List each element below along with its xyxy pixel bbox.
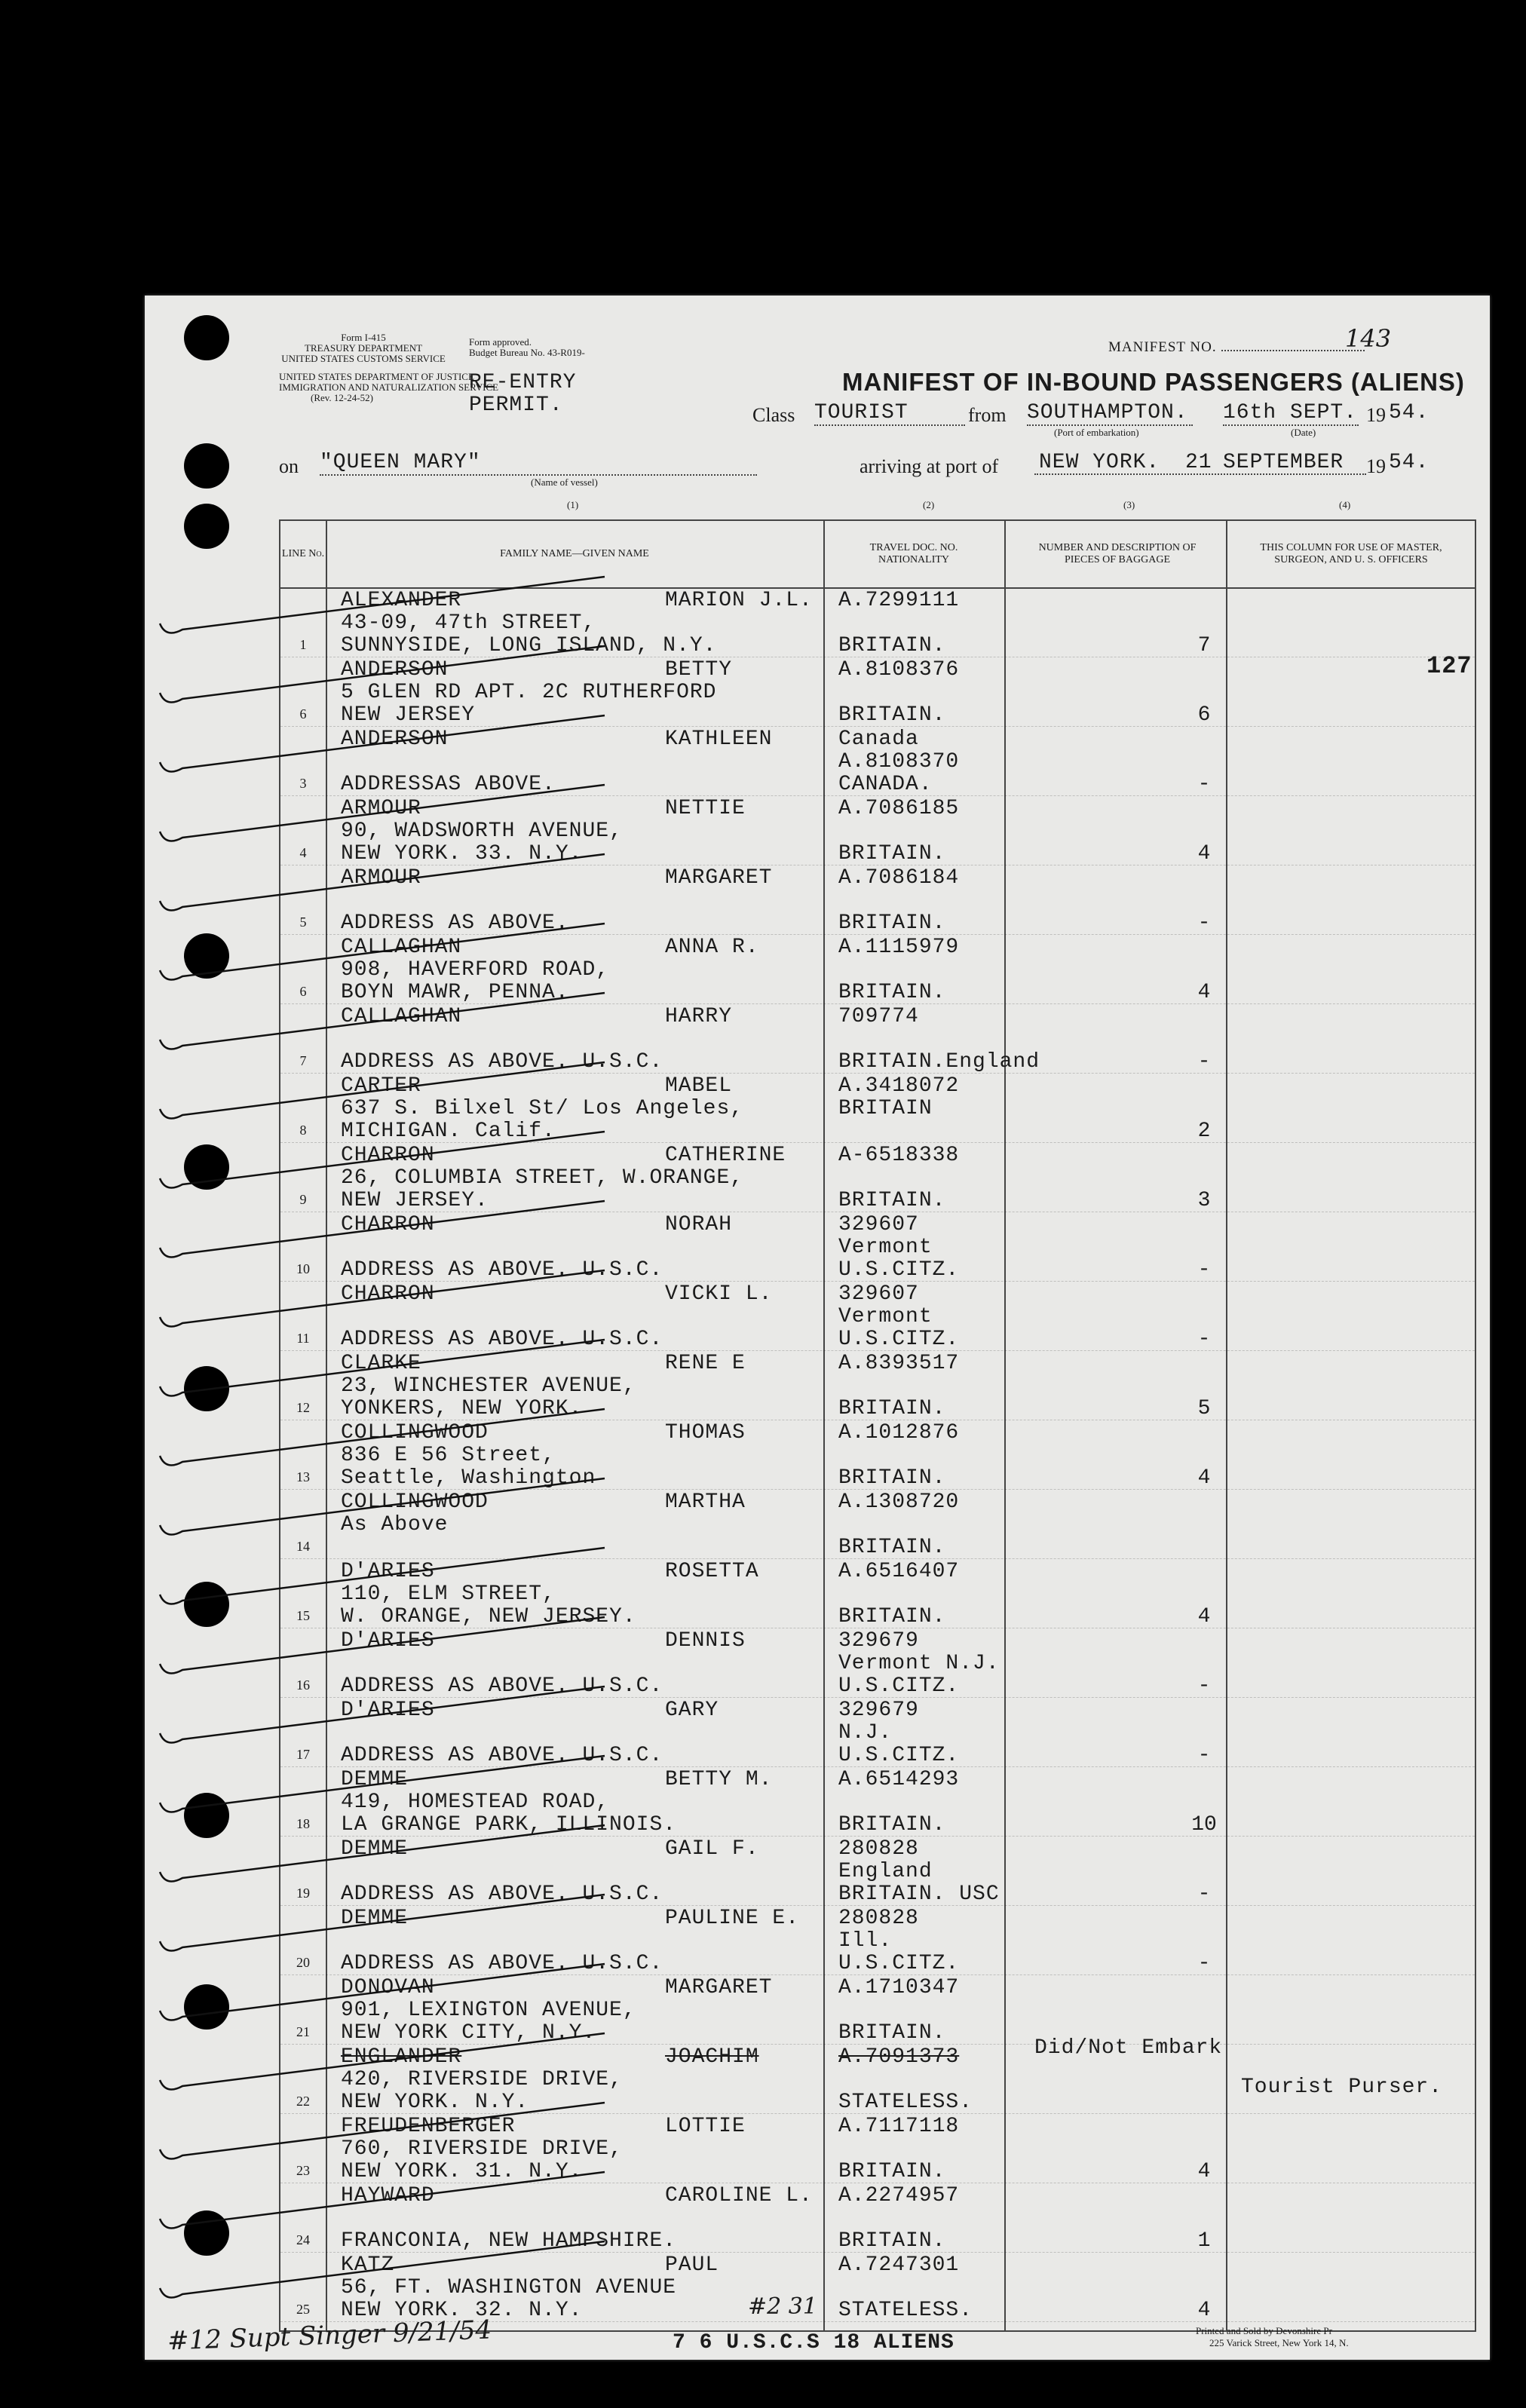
family-name: ARMOUR bbox=[341, 797, 421, 820]
address-line-1: 90, WADSWORTH AVENUE, bbox=[341, 820, 623, 843]
nationality: BRITAIN. bbox=[838, 911, 946, 935]
justice-label: UNITED STATES DEPARTMENT OF JUSTICE bbox=[279, 371, 474, 382]
baggage-count: 4 bbox=[1197, 2160, 1211, 2183]
address-line-2: ADDRESS AS ABOVE. U.S.C. bbox=[341, 1952, 663, 1975]
given-name: THOMAS bbox=[665, 1421, 746, 1444]
line-number: 25 bbox=[296, 2302, 310, 2317]
printer-line-1: Printed and Sold by Devonshire Pr bbox=[1196, 2325, 1332, 2336]
travel-doc-number: A.7086184 bbox=[838, 866, 960, 890]
family-name: CALLAGHAN bbox=[341, 1005, 462, 1028]
address-line-2: ADDRESS AS ABOVE. U.S.C. bbox=[341, 1328, 663, 1351]
nationality: BRITAIN. bbox=[838, 981, 946, 1004]
line-number: 7 bbox=[299, 1053, 307, 1068]
given-name: VICKI L. bbox=[665, 1282, 773, 1306]
travel-doc-number: A.2274957 bbox=[838, 2184, 960, 2207]
given-name: MARION J.L. bbox=[665, 589, 813, 612]
check-mark bbox=[160, 1270, 605, 1327]
travel-doc-number: A.1012876 bbox=[838, 1421, 960, 1444]
line-number: 5 bbox=[299, 914, 307, 930]
line-number: 20 bbox=[296, 1955, 310, 1970]
travel-doc-number: A.7086185 bbox=[838, 797, 960, 820]
family-name: COLLINGWOOD bbox=[341, 1490, 489, 1514]
address-line-2: FRANCONIA, NEW HAMPSHIRE. bbox=[341, 2229, 677, 2253]
ins-label: IMMIGRATION AND NATURALIZATION SERVICE bbox=[279, 381, 499, 393]
travel-doc-number: 329607 bbox=[838, 1213, 919, 1236]
family-name: FREUDENBERGER bbox=[341, 2115, 516, 2138]
travel-doc-number: A.8393517 bbox=[838, 1352, 960, 1375]
address-line-1: 901, LEXINGTON AVENUE, bbox=[341, 1999, 636, 2022]
travel-doc-number: A.7091373 bbox=[838, 2045, 960, 2069]
baggage-count: - bbox=[1197, 1744, 1211, 1767]
family-name: HAYWARD bbox=[341, 2184, 435, 2207]
travel-doc-number: A.8108376 bbox=[838, 658, 960, 682]
family-name: COLLINGWOOD bbox=[341, 1421, 489, 1444]
check-mark bbox=[160, 1548, 605, 1604]
address-line-2: LA GRANGE PARK, ILLINOIS. bbox=[341, 1813, 677, 1837]
check-mark bbox=[160, 1201, 605, 1258]
check-mark bbox=[160, 715, 605, 772]
family-name: CHARRON bbox=[341, 1144, 435, 1167]
travel-doc-number: A.1308720 bbox=[838, 1490, 960, 1514]
address-line-1: 836 E 56 Street, bbox=[341, 1444, 556, 1467]
address-line-1: 420, RIVERSIDE DRIVE, bbox=[341, 2068, 623, 2091]
family-name: CARTER bbox=[341, 1074, 421, 1098]
check-mark bbox=[160, 646, 605, 703]
manifest-title: MANIFEST OF IN-BOUND PASSENGERS (ALIENS) bbox=[842, 368, 1465, 396]
customs-label: UNITED STATES CUSTOMS SERVICE bbox=[281, 353, 446, 364]
family-name: CHARRON bbox=[341, 1213, 435, 1236]
family-name: CALLAGHAN bbox=[341, 936, 462, 959]
address-line-1: 419, HOMESTEAD ROAD, bbox=[341, 1791, 610, 1814]
reentry-stamp: RE-ENTRY bbox=[469, 371, 577, 394]
check-mark bbox=[160, 1478, 605, 1535]
travel-doc-number: A.1115979 bbox=[838, 936, 960, 959]
family-name: ANDERSON bbox=[341, 658, 449, 682]
travel-doc-extra: N.J. bbox=[838, 1721, 893, 1745]
line-number: 6 bbox=[299, 984, 307, 999]
check-mark bbox=[160, 1062, 605, 1119]
nationality: U.S.CITZ. bbox=[838, 1952, 960, 1975]
baggage-count: 7 bbox=[1197, 634, 1211, 657]
check-mark bbox=[160, 785, 605, 841]
given-name: CAROLINE L. bbox=[665, 2184, 813, 2207]
check-mark bbox=[160, 1687, 605, 1743]
class-label: Class bbox=[752, 404, 795, 426]
travel-doc-extra: Vermont bbox=[838, 1236, 933, 1259]
col-baggage-header: NUMBER AND DESCRIPTION OF PIECES OF BAGGAGE bbox=[1038, 542, 1197, 565]
arrival-port: NEW YORK. bbox=[1039, 451, 1160, 474]
family-name: D'ARIES bbox=[341, 1699, 435, 1722]
embark-port: SOUTHAMPTON. bbox=[1027, 401, 1193, 426]
col1-number: (1) bbox=[567, 499, 579, 510]
travel-doc-number: A-6518338 bbox=[838, 1144, 960, 1167]
arrival-day: 21 bbox=[1185, 451, 1212, 474]
arrival-year: 54. bbox=[1389, 451, 1429, 474]
nationality: U.S.CITZ. bbox=[838, 1258, 960, 1282]
given-name: MARGARET bbox=[665, 1976, 773, 1999]
col-officers-header: THIS COLUMN FOR USE OF MASTER, SURGEON, AND U. S. OFFICERS bbox=[1260, 542, 1442, 565]
nationality: U.S.CITZ. bbox=[838, 1744, 960, 1767]
address-line-2: NEW YORK. 33. N.Y. bbox=[341, 842, 583, 865]
col-line-header: LINE No. bbox=[281, 548, 325, 559]
address-line-1: 637 S. Bilxel St/ Los Angeles, bbox=[341, 1097, 744, 1120]
given-name: PAUL bbox=[665, 2253, 719, 2277]
nationality: BRITAIN. bbox=[838, 1466, 946, 1490]
did-not-embark: Did/Not Embark bbox=[1034, 2036, 1223, 2060]
given-name: MARGARET bbox=[665, 866, 773, 890]
baggage-count: - bbox=[1197, 1328, 1211, 1351]
check-mark bbox=[160, 2033, 605, 2090]
arriving-label: arriving at port of bbox=[860, 455, 999, 477]
line-number: 21 bbox=[296, 2024, 310, 2039]
travel-doc-number: 280828 bbox=[838, 1907, 919, 1930]
given-name: MARTHA bbox=[665, 1490, 746, 1514]
budget-label: Budget Bureau No. 43-R019- bbox=[469, 347, 585, 358]
travel-doc-number: 280828 bbox=[838, 1837, 919, 1861]
nationality: BRITAIN. bbox=[838, 634, 946, 657]
check-mark bbox=[160, 1756, 605, 1812]
baggage-count: - bbox=[1197, 1050, 1211, 1074]
nationality: BRITAIN. bbox=[838, 1605, 946, 1628]
family-name: DEMME bbox=[341, 1837, 409, 1861]
check-mark bbox=[160, 1340, 605, 1396]
address-line-1: 110, ELM STREET, bbox=[341, 1582, 556, 1606]
family-name: ALEXANDER bbox=[341, 589, 462, 612]
handwritten-check-marks bbox=[145, 296, 1490, 2360]
travel-doc-extra: A.8108370 bbox=[838, 750, 960, 774]
permit-stamp: PERMIT. bbox=[469, 394, 563, 417]
address-line-2: ADDRESS AS ABOVE. U.S.C. bbox=[341, 1050, 663, 1074]
line-number: 6 bbox=[299, 706, 307, 721]
address-line-1: 908, HAVERFORD ROAD, bbox=[341, 958, 610, 982]
address-line-2: NEW YORK. 32. N.Y. bbox=[341, 2299, 583, 2322]
check-mark bbox=[160, 577, 605, 633]
date-caption: (Date) bbox=[1291, 427, 1316, 438]
nationality: BRITAIN. bbox=[838, 703, 946, 727]
family-name: DONOVAN bbox=[341, 1976, 435, 1999]
given-name: BETTY bbox=[665, 658, 733, 682]
baggage-count: 5 bbox=[1197, 1397, 1211, 1420]
address-line-1: 5 GLEN RD APT. 2C RUTHERFORD bbox=[341, 681, 717, 704]
given-name: MABEL bbox=[665, 1074, 733, 1098]
address-line-2: NEW YORK. 31. N.Y. bbox=[341, 2160, 583, 2183]
baggage-count: - bbox=[1197, 773, 1211, 796]
year-prefix: 19 bbox=[1366, 404, 1386, 426]
nationality: U.S.CITZ. bbox=[838, 1328, 960, 1351]
arrival-month: SEPTEMBER bbox=[1223, 451, 1344, 474]
address-line-1: 760, RIVERSIDE DRIVE, bbox=[341, 2137, 623, 2161]
totals-line: 7 6 U.S.C.S 18 ALIENS bbox=[673, 2331, 955, 2354]
travel-doc-extra: Vermont bbox=[838, 1305, 933, 1328]
address-line-2: W. ORANGE, NEW JERSEY. bbox=[341, 1605, 636, 1628]
line-number: 18 bbox=[296, 1816, 310, 1831]
given-name: GAIL F. bbox=[665, 1837, 759, 1861]
address-line-2: NEW JERSEY bbox=[341, 703, 476, 727]
approved-label: Form approved. bbox=[469, 336, 532, 348]
printer-line-2: 225 Varick Street, New York 14, N. bbox=[1209, 2337, 1349, 2348]
check-mark bbox=[160, 2241, 605, 2298]
form-number: Form I-415 bbox=[341, 332, 386, 343]
baggage-count: - bbox=[1197, 1883, 1211, 1906]
baggage-count: 4 bbox=[1197, 1605, 1211, 1628]
nationality: BRITAIN. USC bbox=[838, 1883, 1000, 1906]
family-name: CLARKE bbox=[341, 1352, 421, 1375]
given-name: CATHERINE bbox=[665, 1144, 786, 1167]
embark-year: 54. bbox=[1389, 401, 1429, 424]
nationality: BRITAIN. bbox=[838, 1397, 946, 1420]
family-name: DEMME bbox=[341, 1768, 409, 1791]
address-line-2: NEW YORK. N.Y. bbox=[341, 2091, 529, 2114]
family-name: DEMME bbox=[341, 1907, 409, 1930]
given-name: BETTY M. bbox=[665, 1768, 773, 1791]
travel-doc-number: A.1710347 bbox=[838, 1976, 960, 1999]
travel-doc-number: 329607 bbox=[838, 1282, 919, 1306]
line-number: 10 bbox=[296, 1261, 310, 1276]
travel-doc-number: A.6516407 bbox=[838, 1560, 960, 1583]
nationality: BRITAIN. bbox=[838, 1536, 946, 1559]
embark-date: 16th SEPT. bbox=[1223, 401, 1358, 424]
baggage-count: 2 bbox=[1197, 1120, 1211, 1143]
travel-doc-number: 329679 bbox=[838, 1699, 919, 1722]
given-name: ANNA R. bbox=[665, 936, 759, 959]
address-line-2: NEW JERSEY. bbox=[341, 1189, 489, 1212]
vessel-name: "QUEEN MARY" bbox=[320, 451, 757, 476]
col3-number: (3) bbox=[1123, 499, 1135, 510]
line-number: 17 bbox=[296, 1747, 310, 1762]
embark-caption: (Port of embarkation) bbox=[1054, 427, 1139, 438]
nationality: STATELESS. bbox=[838, 2091, 973, 2114]
from-label: from bbox=[968, 404, 1007, 426]
manifest-no-label: MANIFEST NO. bbox=[1108, 339, 1217, 355]
given-name: GARY bbox=[665, 1699, 719, 1722]
given-name: NETTIE bbox=[665, 797, 746, 820]
line-number: 13 bbox=[296, 1469, 310, 1484]
nationality: CANADA. bbox=[838, 773, 933, 796]
check-mark bbox=[160, 1825, 605, 1882]
family-name: ANDERSON bbox=[341, 728, 449, 751]
supervisor-note: #12 Supt Singer 9/21/54 bbox=[167, 2315, 492, 2357]
arrival-year-prefix: 19 bbox=[1366, 455, 1386, 477]
travel-doc-extra: BRITAIN bbox=[838, 1097, 933, 1120]
line-number: 23 bbox=[296, 2163, 310, 2178]
purser-note: Tourist Purser. bbox=[1241, 2076, 1443, 2099]
nationality: BRITAIN. bbox=[838, 1189, 946, 1212]
given-name: KATHLEEN bbox=[665, 728, 773, 751]
travel-doc-number: A.3418072 bbox=[838, 1074, 960, 1098]
travel-doc-number: A.6514293 bbox=[838, 1768, 960, 1791]
nationality: BRITAIN. bbox=[838, 2160, 946, 2183]
travel-doc-number: 329679 bbox=[838, 1629, 919, 1653]
check-mark bbox=[160, 854, 605, 911]
check-mark bbox=[160, 2172, 605, 2229]
address-line-2: SUNNYSIDE, LONG ISLAND, N.Y. bbox=[341, 634, 717, 657]
vessel-caption: (Name of vessel) bbox=[531, 476, 598, 488]
handwritten-count: #2 31 bbox=[748, 2293, 817, 2320]
check-mark bbox=[160, 1409, 605, 1466]
given-name: PAULINE E. bbox=[665, 1907, 800, 1930]
line-number: 1 bbox=[299, 637, 307, 652]
baggage-count: 1 bbox=[1197, 2229, 1211, 2253]
check-mark bbox=[160, 924, 605, 980]
baggage-count: - bbox=[1197, 1258, 1211, 1282]
line-number: 4 bbox=[299, 845, 307, 860]
given-name: ROSETTA bbox=[665, 1560, 759, 1583]
baggage-count: 3 bbox=[1197, 1189, 1211, 1212]
baggage-count: 4 bbox=[1197, 842, 1211, 865]
address-line-1: 56, FT. WASHINGTON AVENUE bbox=[341, 2276, 677, 2299]
family-name: ENGLANDER bbox=[341, 2045, 462, 2069]
check-mark bbox=[160, 1964, 605, 2020]
manifest-document bbox=[145, 296, 1490, 2360]
baggage-count: 4 bbox=[1197, 2299, 1211, 2322]
family-name: D'ARIES bbox=[341, 1560, 435, 1583]
baggage-count: - bbox=[1197, 1674, 1211, 1698]
address-line-2: BOYN MAWR, PENNA. bbox=[341, 981, 569, 1004]
line-number: 8 bbox=[299, 1123, 307, 1138]
line-number: 16 bbox=[296, 1677, 310, 1693]
line-number: 3 bbox=[299, 776, 307, 791]
line-number: 14 bbox=[296, 1539, 310, 1554]
address-line-1: 43-09, 47th STREET, bbox=[341, 611, 596, 635]
given-name: RENE E bbox=[665, 1352, 746, 1375]
baggage-count: - bbox=[1197, 911, 1211, 935]
travel-doc-extra: Ill. bbox=[838, 1929, 893, 1953]
family-name: ARMOUR bbox=[341, 866, 421, 890]
nationality: BRITAIN. bbox=[838, 2021, 946, 2045]
travel-doc-number: A.7117118 bbox=[838, 2115, 960, 2138]
class-value: TOURIST bbox=[814, 401, 965, 426]
given-name: NORAH bbox=[665, 1213, 733, 1236]
address-line-1: 23, WINCHESTER AVENUE, bbox=[341, 1374, 636, 1398]
check-mark bbox=[160, 1617, 605, 1674]
nationality: STATELESS. bbox=[838, 2299, 973, 2322]
baggage-count: 6 bbox=[1197, 703, 1211, 727]
travel-doc-number: 709774 bbox=[838, 1005, 919, 1028]
manifest-number: 143 bbox=[1345, 324, 1392, 353]
address-line-2: ADDRESS AS ABOVE. U.S.C. bbox=[341, 1674, 663, 1698]
given-name: HARRY bbox=[665, 1005, 733, 1028]
address-line-2: ADDRESS AS ABOVE. U.S.C. bbox=[341, 1744, 663, 1767]
travel-doc-number: Canada bbox=[838, 728, 919, 751]
address-line-2: ADDRESS AS ABOVE. U.S.C. bbox=[341, 1883, 663, 1906]
address-line-2: Seattle, Washington bbox=[341, 1466, 596, 1490]
given-name: LOTTIE bbox=[665, 2115, 746, 2138]
address-line-2: NEW YORK CITY, N.Y. bbox=[341, 2021, 596, 2045]
baggage-count: 10 bbox=[1191, 1813, 1217, 1837]
address-line-1: As Above bbox=[341, 1513, 449, 1536]
treasury-label: TREASURY DEPARTMENT bbox=[304, 342, 423, 354]
revision-label: (Rev. 12-24-52) bbox=[311, 392, 373, 403]
check-mark bbox=[160, 993, 605, 1049]
address-line-2: YONKERS, NEW YORK. bbox=[341, 1397, 583, 1420]
baggage-count: 4 bbox=[1197, 1466, 1211, 1490]
address-line-2: ADDRESS AS ABOVE. U.S.C. bbox=[341, 1258, 663, 1282]
on-label: on bbox=[279, 455, 299, 477]
nationality: U.S.CITZ. bbox=[838, 1674, 960, 1698]
travel-doc-extra: Vermont N.J. bbox=[838, 1652, 1000, 1675]
line-number: 19 bbox=[296, 1886, 310, 1901]
travel-doc-number: A.7247301 bbox=[838, 2253, 960, 2277]
line-number: 24 bbox=[296, 2232, 310, 2247]
col-name-header: FAMILY NAME—GIVEN NAME bbox=[500, 548, 649, 559]
line-number: 22 bbox=[296, 2094, 310, 2109]
line-number: 11 bbox=[296, 1331, 310, 1346]
line-number: 15 bbox=[296, 1608, 310, 1623]
family-name: KATZ bbox=[341, 2253, 395, 2277]
check-mark bbox=[160, 1132, 605, 1188]
line-number: 12 bbox=[296, 1400, 310, 1415]
travel-doc-number: A.7299111 bbox=[838, 589, 960, 612]
address-line-2: ADDRESS AS ABOVE. bbox=[341, 911, 569, 935]
nationality: BRITAIN.England bbox=[838, 1050, 1040, 1074]
check-mark bbox=[160, 1895, 605, 1951]
nationality: BRITAIN. bbox=[838, 1813, 946, 1837]
address-line-2: ADDRESSAS ABOVE. bbox=[341, 773, 556, 796]
col2-number: (2) bbox=[923, 499, 935, 510]
check-mark bbox=[160, 2103, 605, 2159]
travel-doc-extra: England bbox=[838, 1860, 933, 1883]
nationality: BRITAIN. bbox=[838, 2229, 946, 2253]
baggage-count: - bbox=[1197, 1952, 1211, 1975]
col4-number: (4) bbox=[1339, 499, 1351, 510]
line-number: 9 bbox=[299, 1192, 307, 1207]
baggage-count: 4 bbox=[1197, 981, 1211, 1004]
nationality: BRITAIN. bbox=[838, 842, 946, 865]
given-name: JOACHIM bbox=[665, 2045, 759, 2069]
family-name: CHARRON bbox=[341, 1282, 435, 1306]
col-doc-header: TRAVEL DOC. NO. NATIONALITY bbox=[869, 542, 958, 565]
address-line-1: 26, COLUMBIA STREET, W.ORANGE, bbox=[341, 1166, 744, 1190]
address-line-2: MICHIGAN. Calif. bbox=[341, 1120, 556, 1143]
officer-count: 127 bbox=[1426, 652, 1472, 680]
family-name: D'ARIES bbox=[341, 1629, 435, 1653]
given-name: DENNIS bbox=[665, 1629, 746, 1653]
